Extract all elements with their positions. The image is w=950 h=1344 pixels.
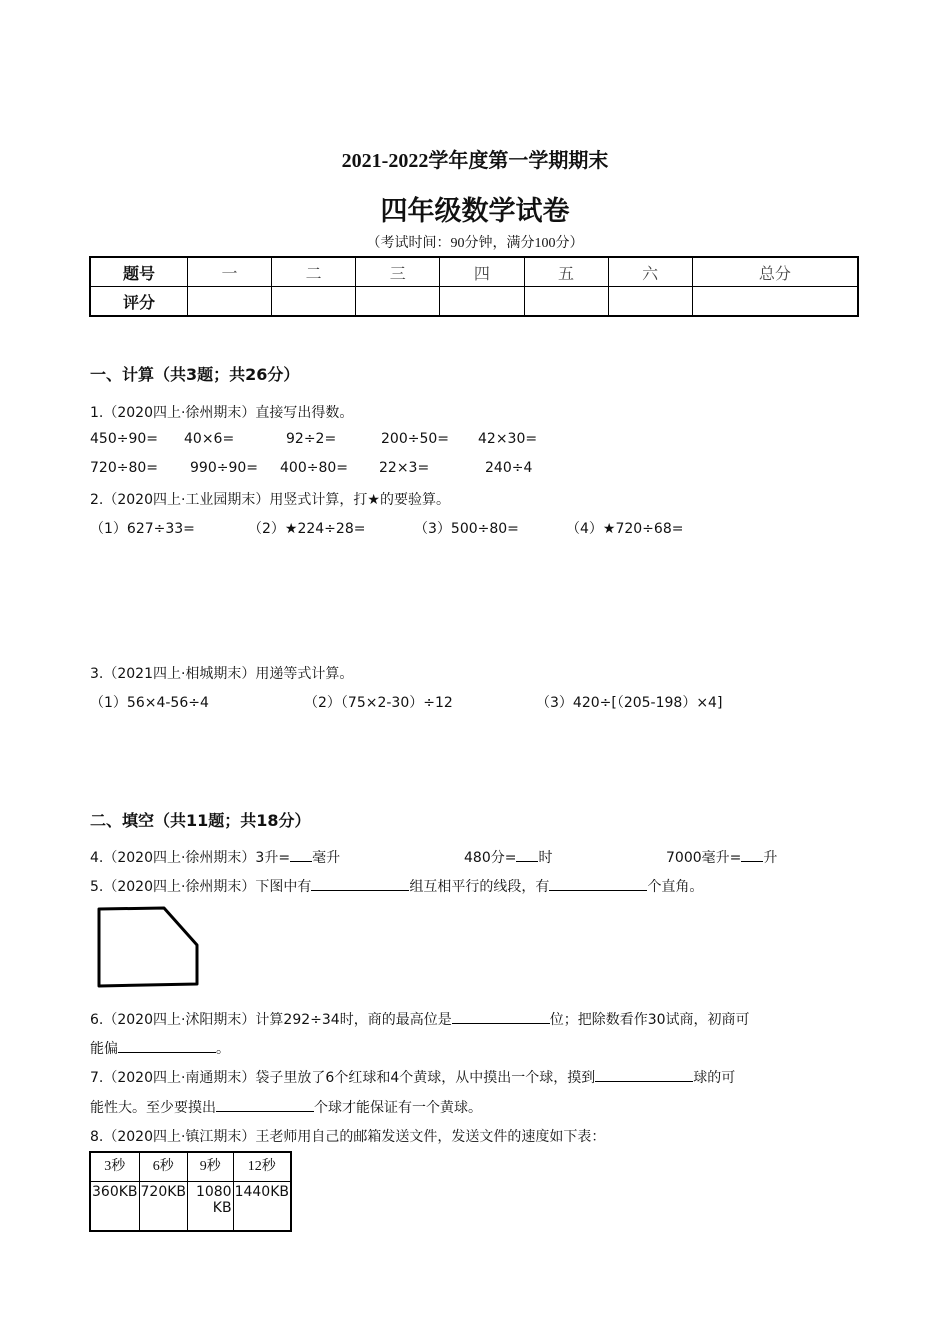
column-label: 二	[272, 257, 356, 287]
q3-item: （2）（75×2-30）÷12	[304, 695, 453, 711]
q6-prefix: 6.（2020四上·沭阳期末）计算292÷34时，商的最高位是	[90, 1012, 452, 1028]
time-cell: 6秒	[139, 1152, 188, 1182]
time-cell: 9秒	[188, 1152, 234, 1182]
answer-blank[interactable]	[118, 1038, 216, 1053]
section-2-title: 二、填空（共11题；共18分）	[90, 811, 311, 830]
question-5	[90, 876, 703, 896]
score-cell	[188, 287, 272, 317]
question-4-part1	[90, 847, 340, 867]
answer-blank[interactable]	[452, 1009, 550, 1024]
score-cell	[524, 287, 608, 317]
size-cell: 1440KB	[233, 1182, 291, 1232]
row-label-score: 评分	[90, 287, 188, 317]
q7-prefix: 7.（2020四上·南通期末）袋子里放了6个红球和4个黄球，从中摸出一个球，摸到	[90, 1070, 596, 1086]
answer-blank[interactable]	[290, 847, 312, 862]
exam-term-title: 2021-2022学年度第一学期期末	[341, 150, 609, 172]
time-cell: 3秒	[90, 1152, 139, 1182]
size-cell: 360KB	[90, 1182, 139, 1232]
q4-unit: 时	[538, 850, 553, 866]
q1-item: 42×30=	[478, 431, 538, 447]
answer-blank[interactable]	[741, 847, 763, 862]
q6-line2-prefix: 能偏	[90, 1041, 118, 1057]
q6-line2-suffix: 。	[216, 1041, 230, 1057]
question-2-prompt: 2.（2020四上·工业园期末）用竖式计算，打★的要验算。	[90, 492, 450, 508]
answer-blank[interactable]	[549, 876, 647, 891]
exam-paper-title: 四年级数学试卷	[380, 196, 570, 227]
q5-middle: 组互相平行的线段，有	[409, 879, 550, 895]
q4-unit: 升	[763, 850, 778, 866]
q2-item: （1）627÷33=	[90, 521, 195, 537]
answer-blank[interactable]	[216, 1097, 314, 1112]
q1-item: 720÷80=	[90, 460, 158, 476]
time-cell: 12秒	[233, 1152, 291, 1182]
q2-item: （3）500÷80=	[414, 521, 519, 537]
q1-item: 400÷80=	[280, 460, 348, 476]
answer-blank[interactable]	[311, 876, 409, 891]
question-6-line2	[90, 1038, 230, 1058]
q5-prefix: 5.（2020四上·徐州期末）下图中有	[90, 879, 312, 895]
q3-item: （3）420÷[（205-198）×4]	[536, 695, 723, 711]
answer-blank[interactable]	[595, 1067, 693, 1082]
score-cell	[272, 287, 356, 317]
time-row	[90, 1152, 291, 1182]
q3-item: （1）56×4-56÷4	[90, 695, 209, 711]
q4-prefix: 4.（2020四上·徐州期末）3升=	[90, 850, 291, 866]
q1-item: 450÷90=	[90, 431, 158, 447]
q2-item: （4）★720÷68=	[566, 521, 684, 537]
q7-line2-prefix: 能性大。至少要摸出	[90, 1100, 216, 1116]
q1-item: 40×6=	[184, 431, 235, 447]
q4-unit: 毫升	[312, 850, 341, 866]
size-row	[90, 1182, 291, 1232]
column-label-total: 总分	[692, 257, 858, 287]
q4-part3-label: 7000毫升=	[666, 850, 742, 866]
answer-blank[interactable]	[516, 847, 538, 862]
question-4-part3	[666, 847, 777, 867]
q7-middle: 球的可	[693, 1070, 736, 1086]
row-label-question-number: 题号	[90, 257, 188, 287]
score-cell	[440, 287, 524, 317]
q6-middle: 位；把除数看作30试商，初商可	[549, 1012, 750, 1028]
q2-item: （2）★224÷28=	[248, 521, 366, 537]
q5-suffix: 个直角。	[647, 879, 704, 895]
score-cell	[692, 287, 858, 317]
question-4-part2	[464, 847, 552, 867]
question-6-line1	[90, 1009, 750, 1029]
column-label: 四	[440, 257, 524, 287]
size-cell: 720KB	[139, 1182, 188, 1232]
q1-item: 200÷50=	[381, 431, 449, 447]
score-cell	[356, 287, 440, 317]
score-cell	[608, 287, 692, 317]
cut-corner-rectangle-figure	[94, 905, 204, 991]
question-8-prompt: 8.（2020四上·镇江期末）王老师用自己的邮箱发送文件，发送文件的速度如下表：	[90, 1129, 606, 1145]
column-label: 五	[524, 257, 608, 287]
column-label: 六	[608, 257, 692, 287]
question-3-prompt: 3.（2021四上·相城期末）用递等式计算。	[90, 666, 354, 682]
send-speed-table	[89, 1151, 292, 1232]
size-cell: 1080KB	[188, 1182, 234, 1232]
q1-item: 990÷90=	[190, 460, 258, 476]
question-7-line1	[90, 1067, 735, 1087]
column-label: 三	[356, 257, 440, 287]
question-7-line2	[90, 1097, 482, 1117]
q7-line2-suffix: 个球才能保证有一个黄球。	[314, 1100, 482, 1116]
q1-item: 240÷4	[485, 460, 533, 476]
question-1-prompt: 1.（2020四上·徐州期末）直接写出得数。	[90, 405, 354, 421]
column-label: 一	[188, 257, 272, 287]
score-table	[89, 256, 859, 317]
q1-item: 22×3=	[379, 460, 430, 476]
exam-info: （考试时间：90分钟，满分100分）	[366, 236, 584, 251]
score-table-score-row	[90, 287, 858, 317]
score-table-header-row	[90, 257, 858, 287]
section-1-title: 一、计算（共3题；共26分）	[90, 365, 300, 384]
q1-item: 92÷2=	[286, 431, 337, 447]
q4-part2-label: 480分=	[464, 850, 517, 866]
